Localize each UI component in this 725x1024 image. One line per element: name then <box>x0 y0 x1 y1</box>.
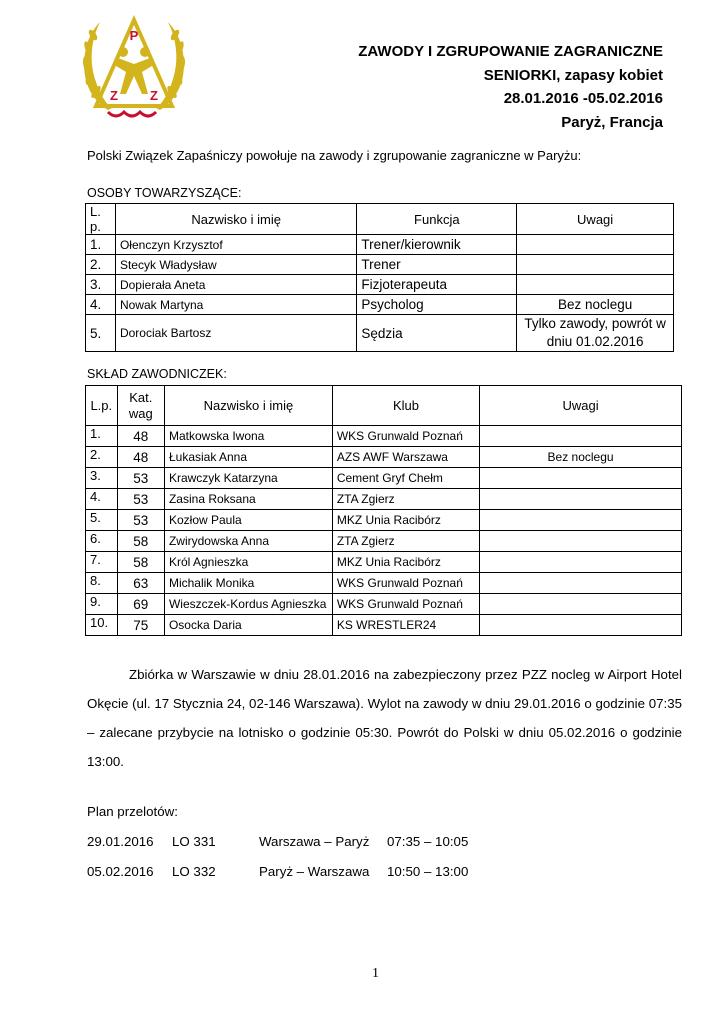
athlete-weight: 53 <box>117 468 164 489</box>
staff-table <box>85 203 674 352</box>
athlete-club: MKZ Unia Racibórz <box>332 510 479 531</box>
staff-notes: Tylko zawody, powrót w dniu 01.02.2016 <box>517 315 674 352</box>
logo-letter-p: P <box>129 28 139 43</box>
table-row <box>86 255 674 275</box>
table-row <box>86 468 682 489</box>
athletes-table <box>85 385 682 636</box>
athlete-lp: 10. <box>86 615 118 636</box>
athlete-notes <box>480 594 682 615</box>
athlete-club: WKS Grunwald Poznań <box>332 573 479 594</box>
athlete-lp: 4. <box>86 489 118 510</box>
athlete-weight: 69 <box>117 594 164 615</box>
athlete-club: WKS Grunwald Poznań <box>332 426 479 447</box>
header-title: ZAWODY I ZGRUPOWANIE ZAGRANICZNE <box>358 43 663 60</box>
athlete-weight: 48 <box>117 426 164 447</box>
athlete-lp: 3. <box>86 468 118 489</box>
table-row <box>86 531 682 552</box>
athlete-lp: 6. <box>86 531 118 552</box>
staff-name: Dorociak Bartosz <box>115 315 356 352</box>
athlete-name: Łukasiak Anna <box>164 447 332 468</box>
athlete-lp: 8. <box>86 573 118 594</box>
athlete-weight: 48 <box>117 447 164 468</box>
athletes-header-row <box>86 386 682 426</box>
table-row <box>86 510 682 531</box>
staff-name: Dopierała Aneta <box>115 275 356 295</box>
table-row <box>86 295 674 315</box>
staff-role: Psycholog <box>357 295 517 315</box>
athlete-lp: 1. <box>86 426 118 447</box>
athlete-notes <box>480 552 682 573</box>
pzz-logo <box>78 8 190 124</box>
athlete-lp: 9. <box>86 594 118 615</box>
athlete-club: ZTA Zgierz <box>332 489 479 510</box>
staff-lp: 4. <box>86 295 116 315</box>
athlete-name: Zwirydowska Anna <box>164 531 332 552</box>
staff-notes <box>517 235 674 255</box>
athlete-notes <box>480 531 682 552</box>
athlete-weight: 58 <box>117 552 164 573</box>
athlete-name: Zasina Roksana <box>164 489 332 510</box>
athlete-weight: 53 <box>117 510 164 531</box>
athletes-col-lp: L.p. <box>86 386 118 426</box>
table-row <box>86 573 682 594</box>
document-header <box>358 40 663 134</box>
intro-text: Polski Związek Zapaśniczy powołuje na zawody i zgrupowanie zagraniczne w Paryżu: <box>87 148 582 163</box>
header-subtitle: SENIORKI, zapasy kobiet <box>483 66 663 84</box>
athlete-notes <box>480 573 682 594</box>
athlete-weight: 63 <box>117 573 164 594</box>
staff-role: Fizjoterapeuta <box>357 275 517 295</box>
athlete-notes <box>480 426 682 447</box>
staff-lp: 1. <box>86 235 116 255</box>
athlete-club: Cement Gryf Chełm <box>332 468 479 489</box>
athletes-col-name: Nazwisko i imię <box>164 386 332 426</box>
athlete-notes <box>480 489 682 510</box>
athlete-notes <box>480 615 682 636</box>
header-dates: 28.01.2016 -05.02.2016 <box>503 90 663 107</box>
staff-lp: 3. <box>86 275 116 295</box>
table-row <box>86 235 674 255</box>
table-row <box>86 447 682 468</box>
flight-number: LO 331 <box>172 834 216 849</box>
table-row <box>86 552 682 573</box>
athlete-name: Wieszczek-Kordus Agnieszka <box>164 594 332 615</box>
staff-lp: 2. <box>86 255 116 275</box>
flight-date: 29.01.2016 <box>87 834 154 849</box>
staff-header-row <box>86 204 674 235</box>
athlete-name: Kozłow Paula <box>164 510 332 531</box>
staff-notes <box>517 275 674 295</box>
athletes-col-notes: Uwagi <box>480 386 682 426</box>
athlete-lp: 7. <box>86 552 118 573</box>
staff-name: Nowak Martyna <box>115 295 356 315</box>
staff-name: Ołenczyn Krzysztof <box>115 235 356 255</box>
athlete-notes <box>480 468 682 489</box>
athlete-club: MKZ Unia Racibórz <box>332 552 479 573</box>
flight-number: LO 332 <box>172 864 216 879</box>
athlete-club: ZTA Zgierz <box>332 531 479 552</box>
table-row <box>86 315 674 352</box>
staff-name: Stecyk Władysław <box>115 255 356 275</box>
staff-col-notes: Uwagi <box>517 204 674 235</box>
flight-route: Warszawa – Paryż <box>259 834 370 849</box>
athlete-club: WKS Grunwald Poznań <box>332 594 479 615</box>
meeting-paragraph: Zbiórka w Warszawie w dniu 28.01.2016 na zabezpieczony przez PZZ nocleg w Airport Hotel Okęcie (ul. 17 Stycznia 24, 02-146 Warszawa). Wylot na zawody w dniu 29.01.2016 o godzinie 07:35 – zalecane przybycie na lotnisko o godzinie 05:30. Powrót do Polski w dniu 05.02.2016 o godzinie 13:00. <box>87 667 682 769</box>
staff-notes <box>517 255 674 275</box>
table-row <box>86 275 674 295</box>
athlete-notes <box>480 510 682 531</box>
athletes-caption: SKŁAD ZAWODNICZEK: <box>87 367 227 381</box>
table-row <box>86 426 682 447</box>
athlete-name: Król Agnieszka <box>164 552 332 573</box>
staff-col-role: Funkcja <box>357 204 517 235</box>
table-row <box>86 489 682 510</box>
logo-letter-z-right: Z <box>150 88 158 103</box>
logo-letter-z-left: Z <box>110 88 118 103</box>
athlete-weight: 75 <box>117 615 164 636</box>
flight-date: 05.02.2016 <box>87 864 154 879</box>
athletes-col-club: Klub <box>332 386 479 426</box>
athlete-name: Matkowska Iwona <box>164 426 332 447</box>
staff-caption: OSOBY TOWARZYSZĄCE: <box>87 186 242 200</box>
athlete-lp: 5. <box>86 510 118 531</box>
athlete-name: Krawczyk Katarzyna <box>164 468 332 489</box>
athlete-club: KS WRESTLER24 <box>332 615 479 636</box>
flight-plan-caption: Plan przelotów: <box>87 804 178 819</box>
page-number: 1 <box>372 966 379 981</box>
athlete-name: Osocka Daria <box>164 615 332 636</box>
athletes-col-kat: Kat. wag <box>117 386 164 426</box>
athlete-lp: 2. <box>86 447 118 468</box>
athlete-club: AZS AWF Warszawa <box>332 447 479 468</box>
table-row <box>86 594 682 615</box>
table-row <box>86 615 682 636</box>
staff-notes: Bez noclegu <box>517 295 674 315</box>
staff-lp: 5. <box>86 315 116 352</box>
pzz-emblem-icon <box>78 8 190 124</box>
athlete-notes: Bez noclegu <box>480 447 682 468</box>
flight-time: 10:50 – 13:00 <box>387 864 469 879</box>
athlete-name: Michalik Monika <box>164 573 332 594</box>
staff-role: Trener <box>357 255 517 275</box>
athlete-weight: 53 <box>117 489 164 510</box>
staff-col-lp: L. p. <box>86 204 116 235</box>
athlete-weight: 58 <box>117 531 164 552</box>
staff-col-name: Nazwisko i imię <box>115 204 356 235</box>
staff-role: Trener/kierownik <box>357 235 517 255</box>
flight-time: 07:35 – 10:05 <box>387 834 469 849</box>
header-location: Paryż, Francja <box>561 113 663 131</box>
flight-route: Paryż – Warszawa <box>259 864 370 879</box>
staff-role: Sędzia <box>357 315 517 352</box>
